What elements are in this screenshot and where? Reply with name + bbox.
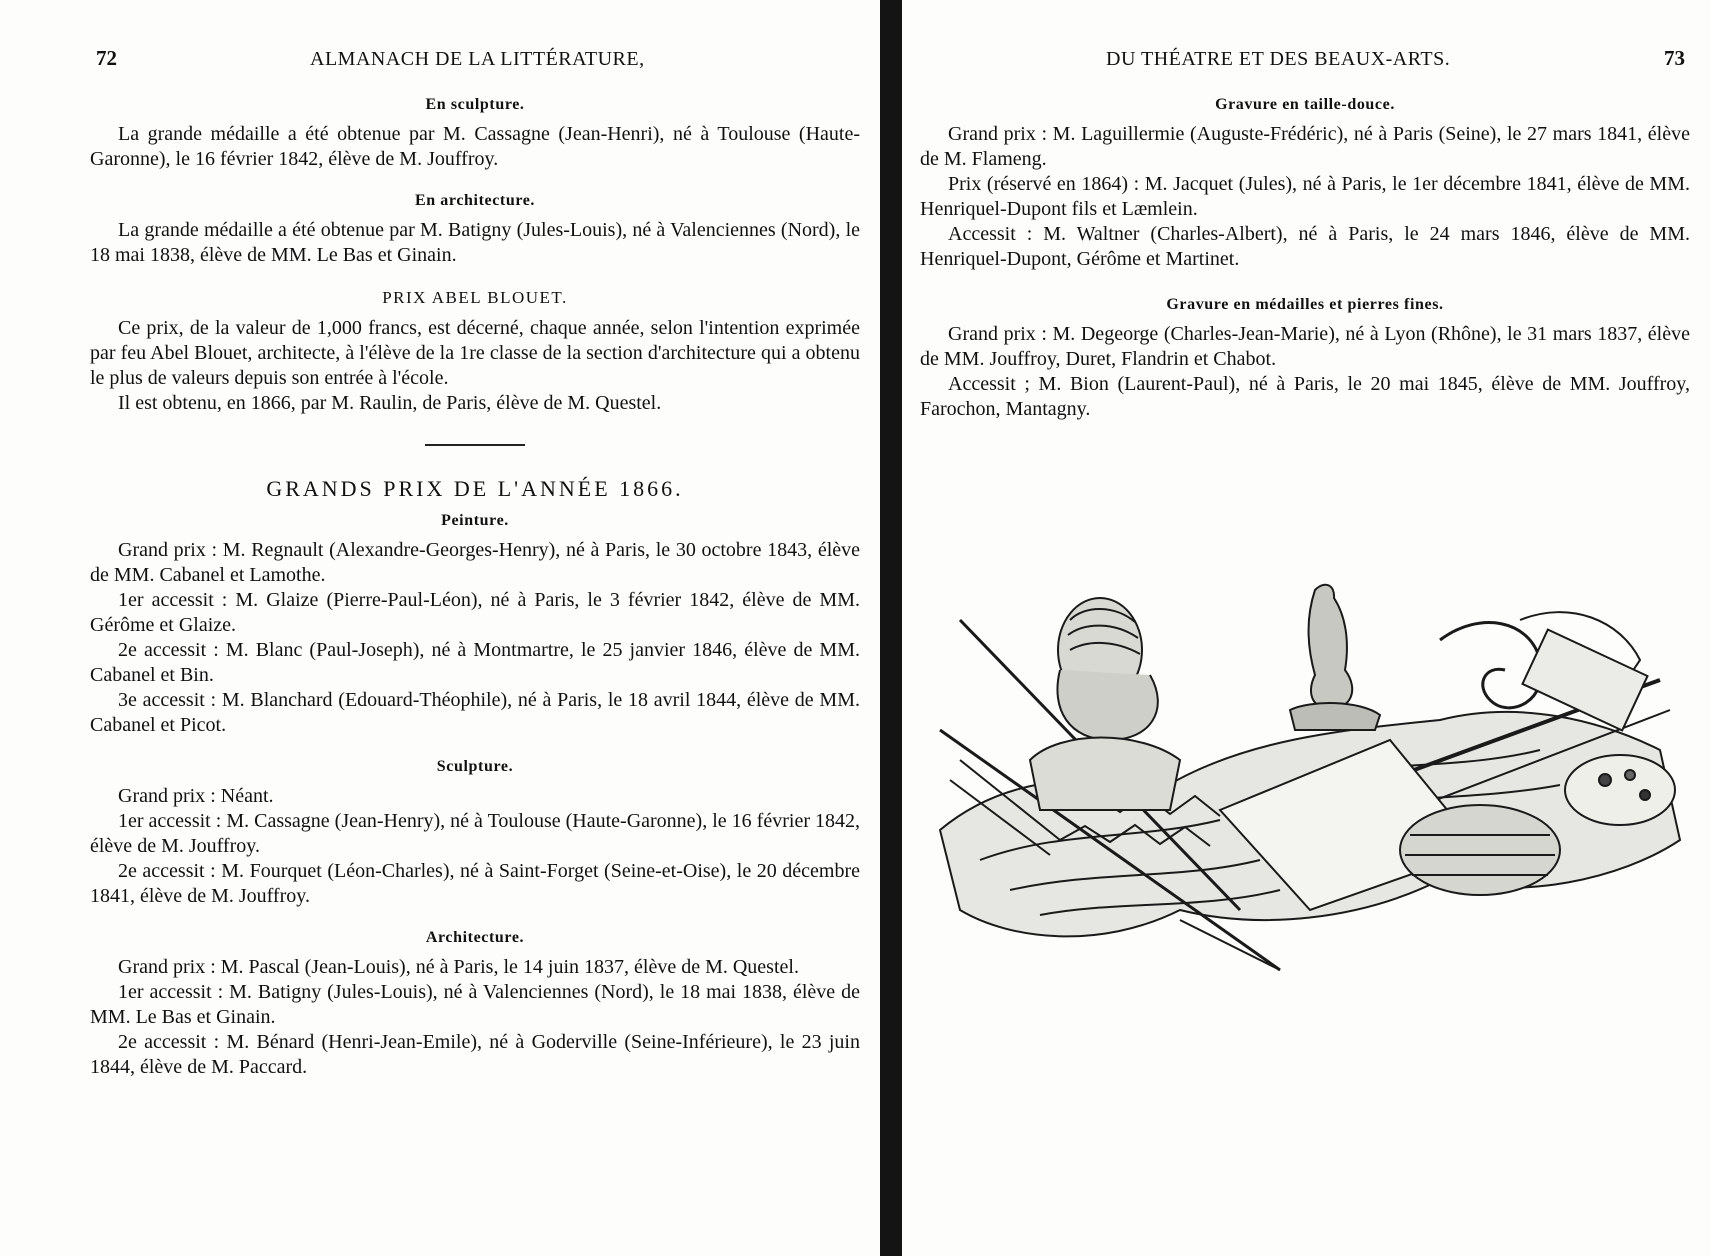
right-page bbox=[902, 0, 1711, 1256]
right-page-number: 73 bbox=[1664, 46, 1685, 70]
right-column bbox=[920, 96, 1690, 442]
section-heading: PRIX ABEL BLOUET. bbox=[382, 288, 568, 307]
left-page-number: 72 bbox=[96, 46, 117, 70]
paragraph: Grand prix : M. Degeorge (Charles-Jean-Marie), né à Lyon (Rhône), le 31 mars 1837, élève de MM. Jouffroy, Duret, Flandrin et Chabot. bbox=[920, 323, 1690, 370]
paragraph: Prix (réservé en 1864) : M. Jacquet (Jules), né à Paris, le 1er décembre 1841, élève de MM. Henriquel-Dupont fils et Læmlein. bbox=[920, 173, 1690, 220]
paragraph: La grande médaille a été obtenue par M. Batigny (Jules-Louis), né à Valenciennes (Nord), le 18 mai 1838, élève de MM. Le Bas et Ginain. bbox=[90, 219, 860, 266]
right-running-head: DU THÉATRE ET DES BEAUX-ARTS. bbox=[1106, 48, 1451, 70]
paragraph: 2e accessit : M. Blanc (Paul-Joseph), né à Montmartre, le 25 janvier 1846, élève de MM. Cabanel et Bin. bbox=[90, 639, 860, 686]
paragraph: Ce prix, de la valeur de 1,000 francs, est décerné, chaque année, selon l'intention exprimée par feu Abel Blouet, architecte, à l'élève de la 1re classe de la section d'architecture qui a obtenu le plus de valeurs depuis son entrée à l'école. bbox=[90, 317, 860, 389]
engraving-illustration bbox=[920, 580, 1690, 1000]
paragraph: 2e accessit : M. Fourquet (Léon-Charles), né à Saint-Forget (Seine-et-Oise), le 20 décembre 1841, élève de M. Jouffroy. bbox=[90, 860, 860, 907]
book-gutter bbox=[880, 0, 902, 1256]
paragraph: Grand prix : Néant. bbox=[118, 785, 274, 807]
section-heading: Gravure en taille-douce. bbox=[1215, 96, 1395, 113]
paragraph: Grand prix : M. Pascal (Jean-Louis), né à Paris, le 14 juin 1837, élève de M. Questel. bbox=[118, 956, 799, 978]
paragraph: 3e accessit : M. Blanchard (Edouard-Théophile), né à Paris, le 18 avril 1844, élève de MM. Cabanel et Picot. bbox=[90, 689, 860, 736]
section-heading: En architecture. bbox=[414, 192, 536, 209]
paragraph: Grand prix : M. Laguillermie (Auguste-Frédéric), né à Paris (Seine), le 27 mars 1841, élève de M. Flameng. bbox=[920, 123, 1690, 170]
section-heading: En sculpture. bbox=[425, 96, 525, 113]
paragraph: 2e accessit : M. Bénard (Henri-Jean-Emile), né à Goderville (Seine-Inférieure), le 23 juin 1844, élève de M. Paccard. bbox=[90, 1031, 860, 1078]
page-title: GRANDS PRIX DE L'ANNÉE 1866. bbox=[266, 476, 684, 501]
paragraph: Il est obtenu, en 1866, par M. Raulin, de Paris, élève de M. Questel. bbox=[118, 392, 662, 414]
paragraph: Accessit ; M. Bion (Laurent-Paul), né à Paris, le 20 mai 1845, élève de MM. Jouffroy, Farochon, Mantagny. bbox=[920, 373, 1690, 420]
section-heading: Architecture. bbox=[425, 929, 525, 946]
paragraph: 1er accessit : M. Cassagne (Jean-Henry), né à Toulouse (Haute-Garonne), le 16 février 1842, élève de M. Jouffroy. bbox=[90, 810, 860, 857]
section-heading: Gravure en médailles et pierres fines. bbox=[1166, 296, 1444, 313]
paragraph: La grande médaille a été obtenue par M. Cassagne (Jean-Henri), né à Toulouse (Haute-Garonne), le 16 février 1842, élève de M. Jouffroy. bbox=[90, 123, 860, 170]
paragraph: Accessit : M. Waltner (Charles-Albert), né à Paris, le 24 mars 1846, élève de MM. Henriquel-Dupont, Gérôme et Martinet. bbox=[920, 223, 1690, 270]
paragraph: 1er accessit : M. Batigny (Jules-Louis), né à Valenciennes (Nord), le 18 mai 1838, élève de MM. Le Bas et Ginain. bbox=[90, 981, 860, 1028]
left-running-head: ALMANACH DE LA LITTÉRATURE, bbox=[310, 48, 645, 70]
left-column bbox=[90, 96, 860, 1100]
section-heading: Peinture. bbox=[441, 512, 509, 529]
divider-rule bbox=[425, 444, 525, 446]
paragraph: Grand prix : M. Regnault (Alexandre-Georges-Henry), né à Paris, le 30 octobre 1843, élève de MM. Cabanel et Lamothe. bbox=[90, 539, 860, 586]
section-heading: Sculpture. bbox=[436, 758, 514, 775]
paragraph: 1er accessit : M. Glaize (Pierre-Paul-Léon), né à Paris, le 3 février 1842, élève de MM. Gérôme et Glaize. bbox=[90, 589, 860, 636]
